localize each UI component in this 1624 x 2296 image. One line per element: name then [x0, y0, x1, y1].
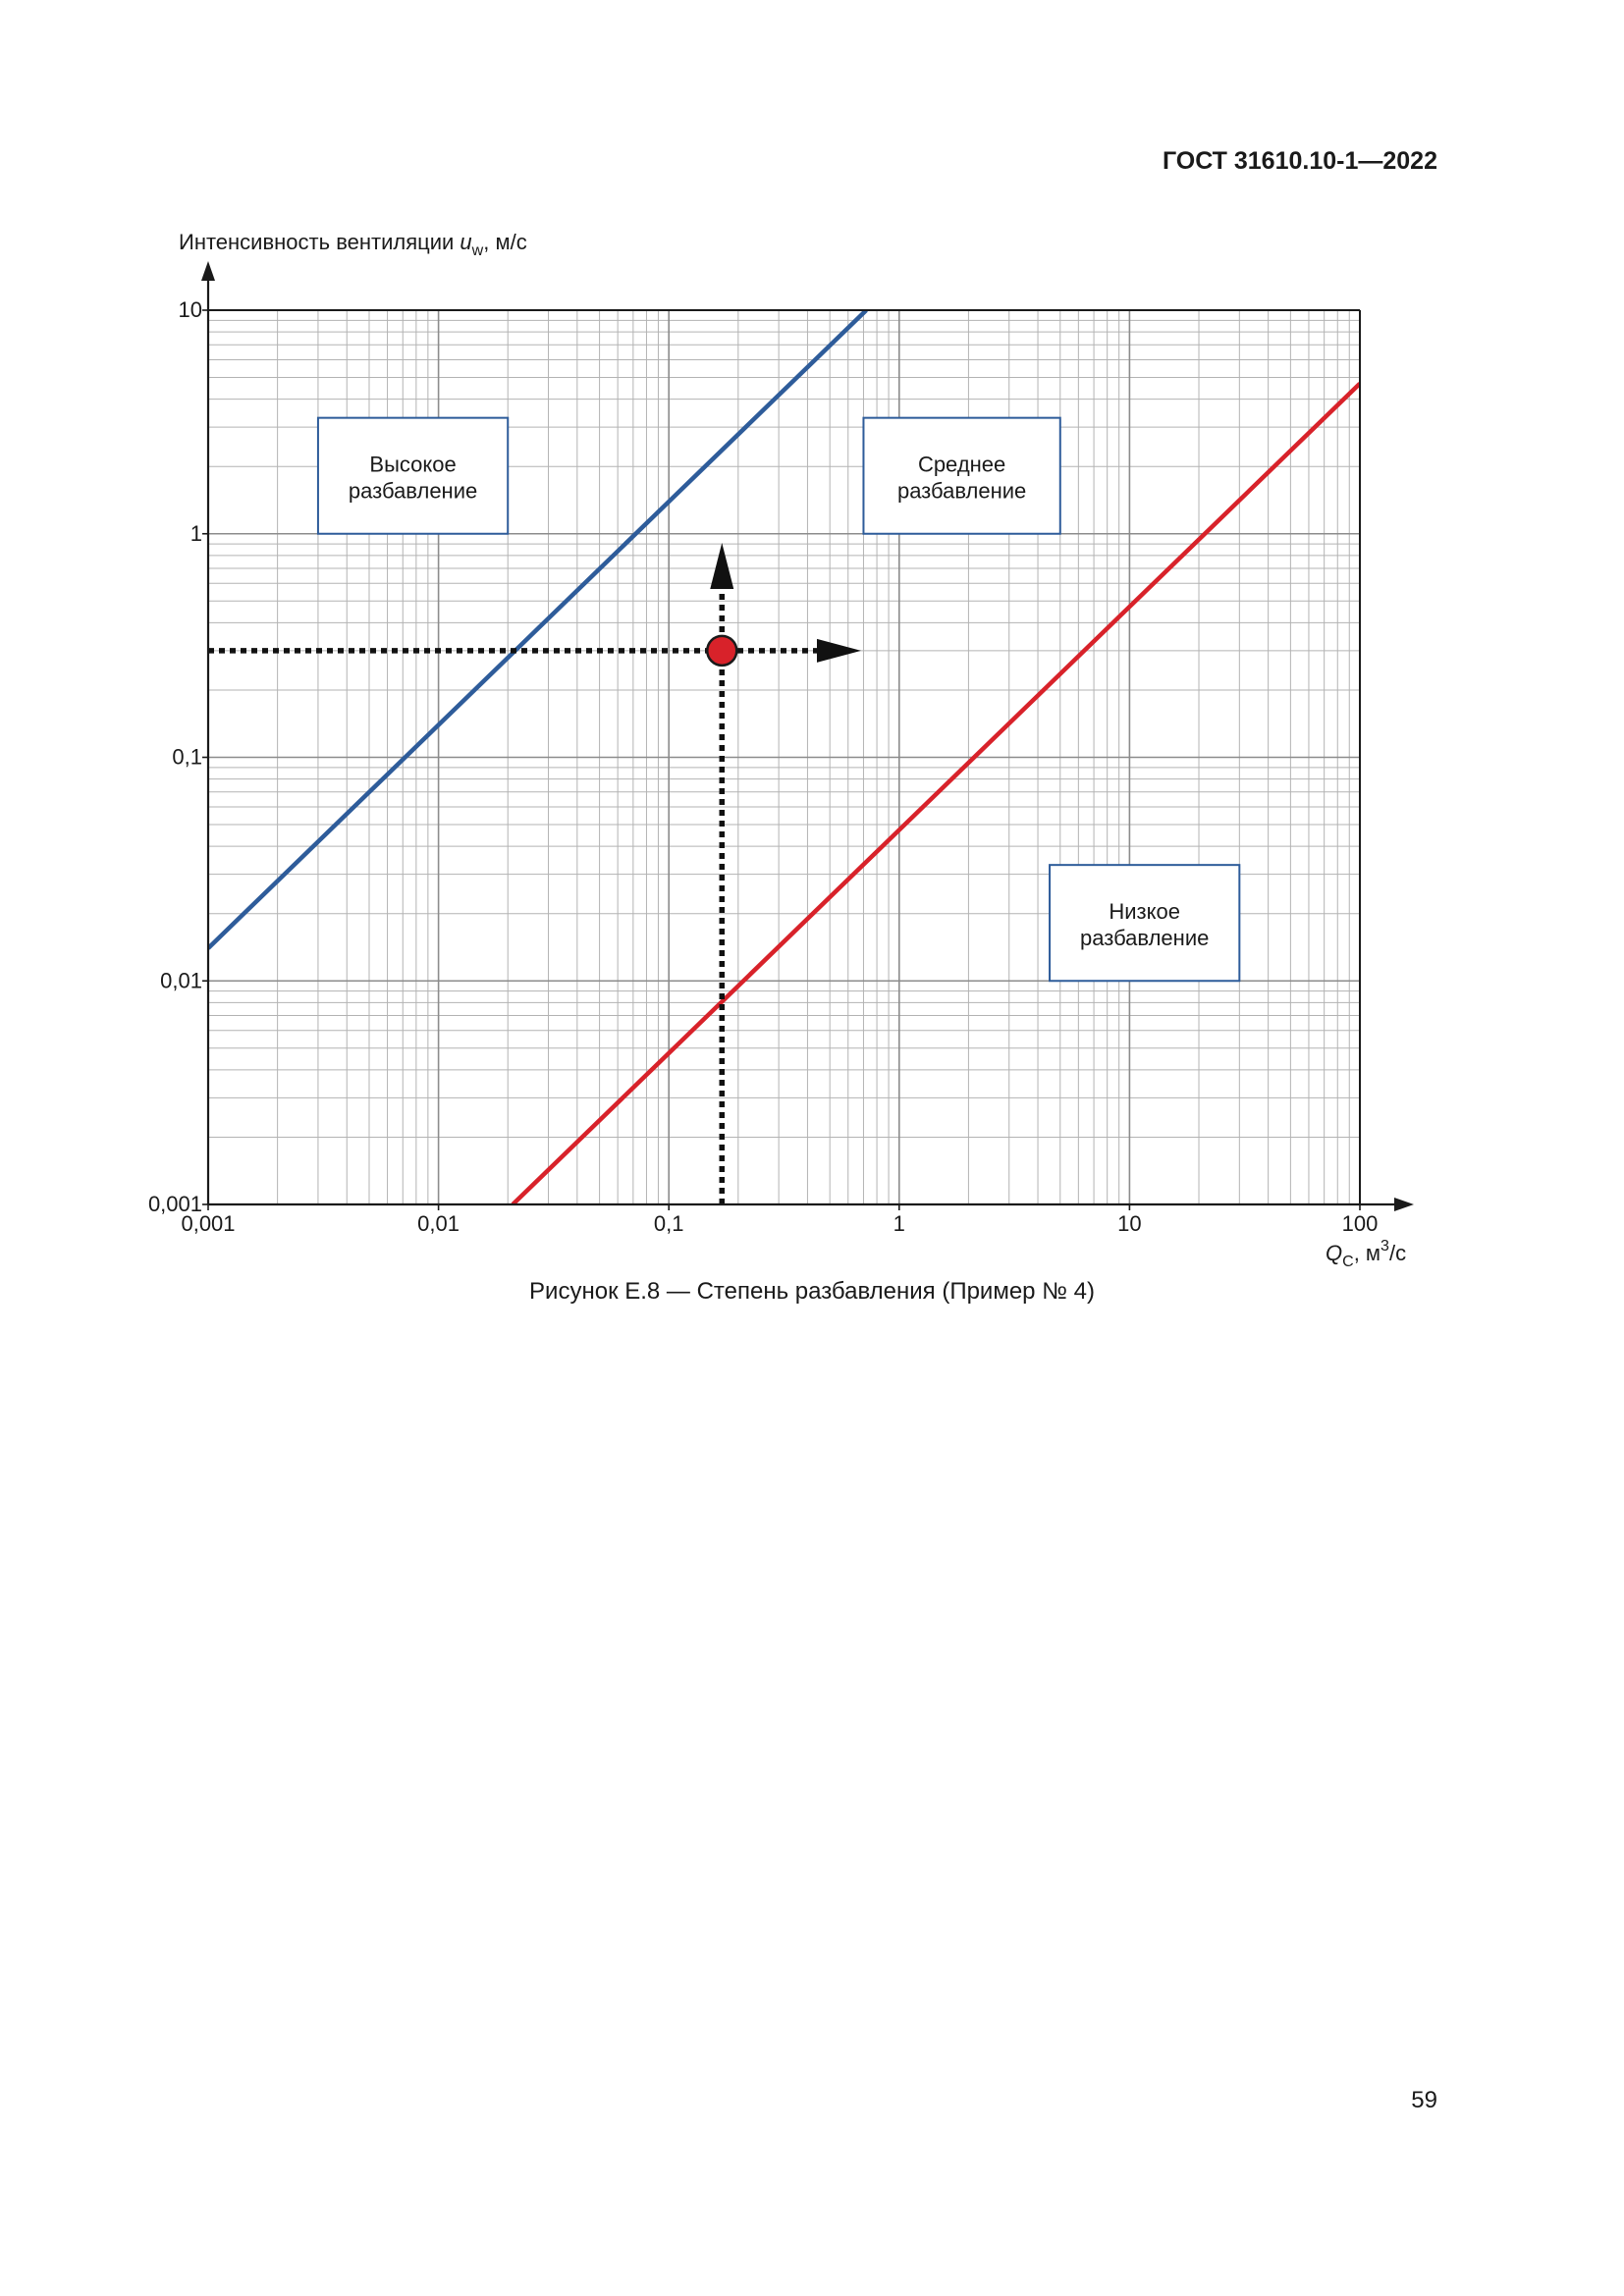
y-tick-label: 1: [189, 520, 202, 546]
x-tick-label: 100: [1341, 1211, 1379, 1236]
y-axis-label-main: Интенсивность вентиляции: [179, 230, 460, 254]
region-label-1: Высокое: [369, 452, 457, 477]
x-tick-label: 0,1: [653, 1211, 684, 1236]
x-axis-arrow: [1394, 1198, 1414, 1211]
x-tick-label: 10: [1117, 1211, 1142, 1236]
x-axis-label-unit-pre: , м: [1353, 1241, 1381, 1265]
y-tick-label: 10: [178, 297, 202, 322]
y-axis-label: [179, 230, 527, 259]
region-label-3: Низкое: [1109, 899, 1180, 925]
figure-caption: Рисунок Е.8 — Степень разбавления (Пример № 4): [529, 1278, 1095, 1305]
region-label-2: Среднее: [917, 452, 1006, 477]
x-axis-label-var: Q: [1326, 1241, 1343, 1265]
region-label-3: разбавление: [1080, 926, 1210, 951]
standard-header: ГОСТ 31610.10-1—2022: [1162, 147, 1437, 175]
x-axis-label-sup: 3: [1380, 1238, 1389, 1255]
y-axis-label-sub: w: [471, 242, 484, 259]
y-tick-label: 0,001: [147, 1192, 202, 1216]
region-label-2: разбавление: [896, 478, 1027, 504]
x-tick-label: 0,01: [417, 1211, 460, 1236]
region-label-1: разбавление: [348, 478, 478, 504]
x-tick-label: 1: [893, 1211, 905, 1236]
page-number: 59: [1411, 2087, 1437, 2113]
x-axis-label: [1326, 1238, 1406, 1270]
y-axis-label-var: u: [460, 230, 472, 254]
series-line-1: [208, 310, 866, 948]
y-axis-label-unit: , м/с: [483, 230, 527, 254]
y-axis-arrow: [201, 261, 215, 281]
guide-arrow-right: [817, 639, 861, 663]
guide-lines: [208, 543, 861, 1204]
y-tick-label: 0,01: [160, 968, 202, 993]
x-axis-label-sub: C: [1342, 1254, 1354, 1270]
guide-arrow-up: [710, 543, 733, 589]
y-tick-label: 0,1: [172, 744, 202, 770]
x-tick-label: 0,001: [181, 1211, 236, 1236]
x-axis-label-unit-post: /с: [1388, 1241, 1407, 1265]
operating-point-marker: [707, 636, 736, 666]
